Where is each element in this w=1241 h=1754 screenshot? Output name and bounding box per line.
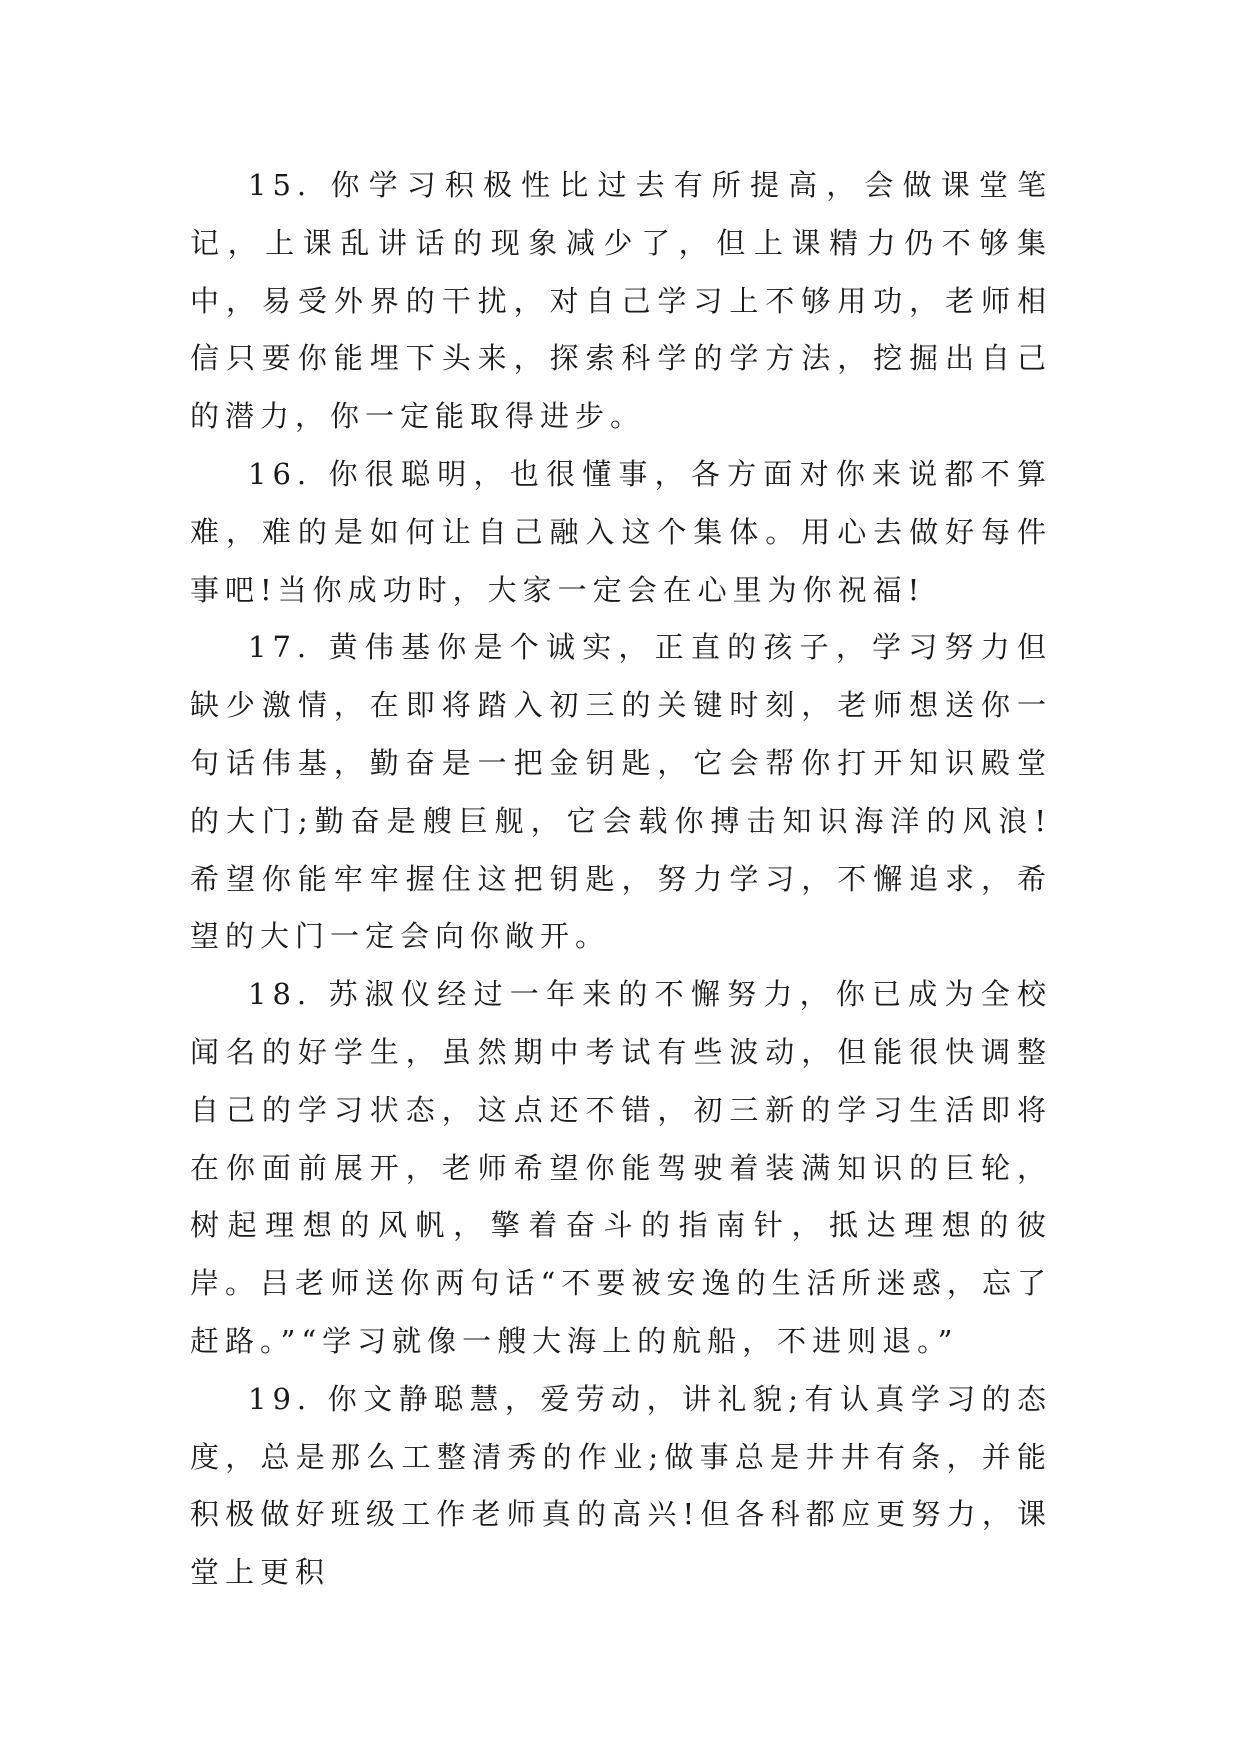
paragraph-19	[190, 1371, 1052, 1602]
paragraph-number: 16.	[248, 456, 313, 491]
document-body	[190, 157, 1052, 1602]
paragraph-17	[190, 619, 1052, 966]
paragraph-number: 17.	[248, 630, 313, 665]
paragraph-18	[190, 966, 1052, 1371]
paragraph-number: 18.	[248, 977, 313, 1012]
paragraph-number: 19.	[248, 1381, 313, 1416]
paragraph-text: 你文静聪慧，爱劳动，讲礼貌;有认真学习的态度，总是那么工整清秀的作业;做事总是井井有条，并能积极做好班级工作老师真的高兴!但各科都应更努力，课堂上更积	[190, 1381, 1053, 1590]
paragraph-text: 你学习积极性比过去有所提高，会做课堂笔记，上课乱讲话的现象减少了，但上课精力仍不够集中，易受外界的干扰，对自己学习上不够用功，老师相信只要你能埋下头来，探索科学的学方法，挖掘出自己的潜力，你一定能取得进步。	[190, 168, 1052, 434]
paragraph-text: 你很聪明，也很懂事，各方面对你来说都不算难，难的是如何让自己融入这个集体。用心去做好每件事吧!当你成功时，大家一定会在心里为你祝福!	[190, 456, 1052, 607]
paragraph-15	[190, 157, 1052, 446]
paragraph-number: 15.	[248, 168, 313, 202]
paragraph-16	[190, 446, 1052, 619]
paragraph-text: 黄伟基你是个诚实，正直的孩子，学习努力但缺少激情，在即将踏入初三的关键时刻，老师想送你一句话伟基，勤奋是一把金钥匙，它会帮你打开知识殿堂的大门;勤奋是艘巨舰，它会载你搏击知识海洋的风浪!希望你能牢牢握住这把钥匙，努力学习，不懈追求，希望的大门一定会向你敞开。	[190, 630, 1052, 954]
paragraph-text: 苏淑仪经过一年来的不懈努力，你已成为全校闻名的好学生，虽然期中考试有些波动，但能很快调整自己的学习状态，这点还不错，初三新的学习生活即将在你面前展开，老师希望你能驾驶着装满知识的巨轮，树起理想的风帆，擎着奋斗的指南针，抵达理想的彼岸。吕老师送你两句话“不要被安逸的生活所迷惑，忘了赶路。”“学习就像一艘大海上的航船，不进则退。”	[190, 977, 1052, 1358]
